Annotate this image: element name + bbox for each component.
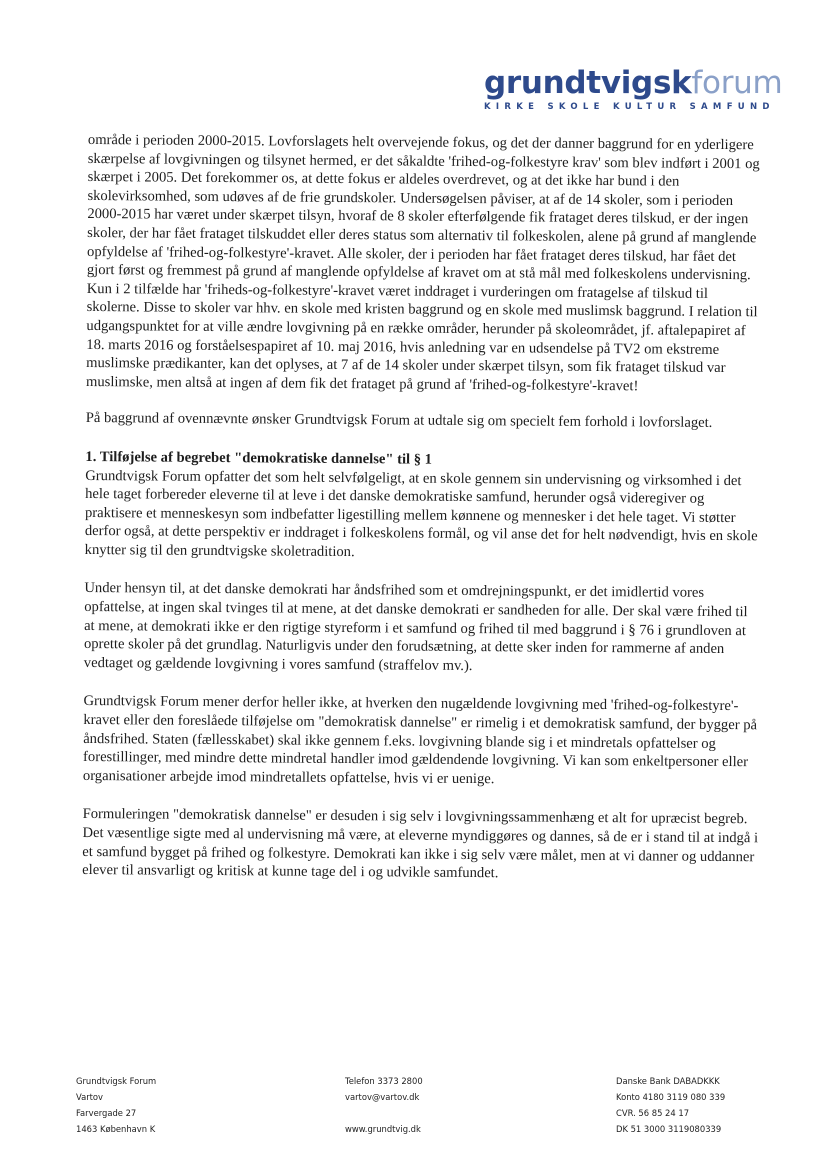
footer-spacer: [345, 1105, 423, 1121]
letter-body: [82, 131, 764, 885]
logo-tagline: KIRKE SKOLE KULTUR SAMFUND: [484, 102, 775, 112]
footer-phone: Telefon 3373 2800: [345, 1076, 423, 1086]
paragraph-4: Under hensyn til, at det danske demokrati har åndsfrihed som et omdrejningspunkt, er det imidlertid vores opfattelse, at ingen skal tvinges til at mene, at det danske demokrati er sandheden for alle. Der skal være frihed til at mene, at demokrati ikke er den rigtige styreform i et samfund og frihed til med baggrund i § 76 i grundloven at oprette skoler på det grundlag. Naturligvis under den forudsætning, at dette sker inden for rammerne af anden vedtaget og gældende lovgivning i vores samfund (straffelov mv.).: [83, 580, 748, 674]
footer-address: [76, 1073, 156, 1137]
footer-website: www.grundtvig.dk: [345, 1124, 421, 1134]
paragraph-3: Grundtvigsk Forum opfatter det som helt selvfølgeligt, at en skole gennem sin undervisning og virksomhed i det hele taget forbereder eleverne til at leve i det danske demokratiske samfund, herunder også videregiver og praktisere et menneskesyn som indbefatter ligestilling mellem kønnene og mennesker i det hele taget. Vi støtter derfor også, at dette perspektiv er inddraget i folkeskolens formål, og vil anse det for helt nødvendigt, hvis en skole knytter sig til den grundtvigske skoletradition.: [84, 467, 758, 560]
footer-address-line: Vartov: [76, 1092, 104, 1102]
grundtvigsk-forum-logo: [484, 66, 784, 112]
logo-name-light: forum: [691, 65, 783, 101]
footer-bank-line: Konto 4180 3119 080 339: [616, 1092, 726, 1102]
footer-address-line: Farvergade 27: [76, 1108, 137, 1118]
footer-bank-line: DK 51 3000 3119080339: [616, 1124, 722, 1134]
footer-contact: [345, 1073, 423, 1137]
footer-email: vartov@vartov.dk: [345, 1092, 420, 1102]
footer-bank-line: Danske Bank DABADKKK: [616, 1076, 720, 1086]
footer-bank: [616, 1073, 725, 1137]
paragraph-2: På baggrund af ovennævnte ønsker Grundtvigsk Forum at udtale sig om specielt fem forhold i lovforslaget.: [85, 410, 713, 432]
logo-wordmark: [484, 66, 784, 100]
paragraph-5: Grundtvigsk Forum mener derfor heller ikke, at hverken den nugældende lovgivning med 'frihed-og-folkestyre'-kravet eller den foreslåede tilføjelse om "demokratisk dannelse" er rimelig i et demokratisk samfund, der bygger på åndsfrihed. Staten (fællesskabet) skal ikke gennem f.eks. lovgivning blande sig i et mindretals opfattelser og forestillinger, med mindre dette mindretal handler imod gældendende lovgivning. Vi kan som enkeltpersoner eller organisationer arbejde imod mindretallets opfattelse, hvis vi er uenige.: [82, 693, 758, 788]
footer-bank-line: CVR. 56 85 24 17: [616, 1108, 690, 1118]
footer-address-line: 1463 København K: [76, 1124, 156, 1134]
paragraph-1: område i perioden 2000-2015. Lovforslagets helt overvejende fokus, og det der danner baggrund for en yderligere skærpelse af lovgivningen og tilsynet hermed, er det såkaldte 'frihed-og-folkestyre krav' som blev indført i 2001 og skærpet i 2005. Det forekommer os, at dette fokus er aldeles overdrevet, og at det ikke har bund i den skolevirksomhed, som udøves af de frie grundskoler. Undersøgelsen påviser, at af de 14 skoler, som i perioden 2000-2015 har været under skærpet tilsyn, hvoraf de 8 skoler efterfølgende fik frataget deres tilskud, er der ingen skoler, der har fået frataget tilskuddet eller deres status som alternativ til folkeskolen, alene på grund af manglende opfyldelse af 'frihed-og-folkestyre'-kravet. Alle skoler, der i perioden har fået frataget deres tilskud, har fået det gjort først og fremmest på grund af manglende opfyldelse af kravet om at stå mål med folkeskolens undervisning. Kun i 2 tilfælde har 'friheds-og-folkestyre'-kravet været inddraget i vurderingen om fratagelse af tilskud til skolerne. Disse to skoler var hhv. en skole med kristen baggrund og en skole med muslimsk baggrund. I relation til udgangspunktet for at ville ændre lovgivning på en række områder, herunder på skoleområdet, jf. aftalepapiret af 18. marts 2016 og forståelsespapiret af 10. maj 2016, hvis anledning var en udsendelse på TV2 om ekstreme muslimske prædikanter, kan det oplyses, at 7 af de 14 skoler under skærpet tilsyn, som fik frataget tilskud var muslimske, men altså at ingen af dem fik det frataget på grund af 'frihed-og-folkestyre'-kravet!: [85, 131, 760, 395]
footer-address-line: Grundtvigsk Forum: [76, 1076, 157, 1086]
paragraph-6: Formuleringen "demokratisk dannelse" er desuden i sig selv i lovgivningssammenhæng et alt for upræcist begreb. Det væsentlige sigte med al undervisning må være, at eleverne myndiggøres og dannes, så de er i stand til at indgå i et samfund bygget på frihed og folkestyre. Demokrati kan ikke i sig selv være målet, men at vi danner og uddanner elever til ansvarligt og kritisk at kunne tage del i og udvikle samfundet.: [82, 806, 759, 882]
section-heading: 1. Tilføjelse af begrebet "demokratiske dannelse" til § 1: [85, 448, 433, 468]
logo-name-bold: grundtvigsk: [484, 65, 692, 101]
